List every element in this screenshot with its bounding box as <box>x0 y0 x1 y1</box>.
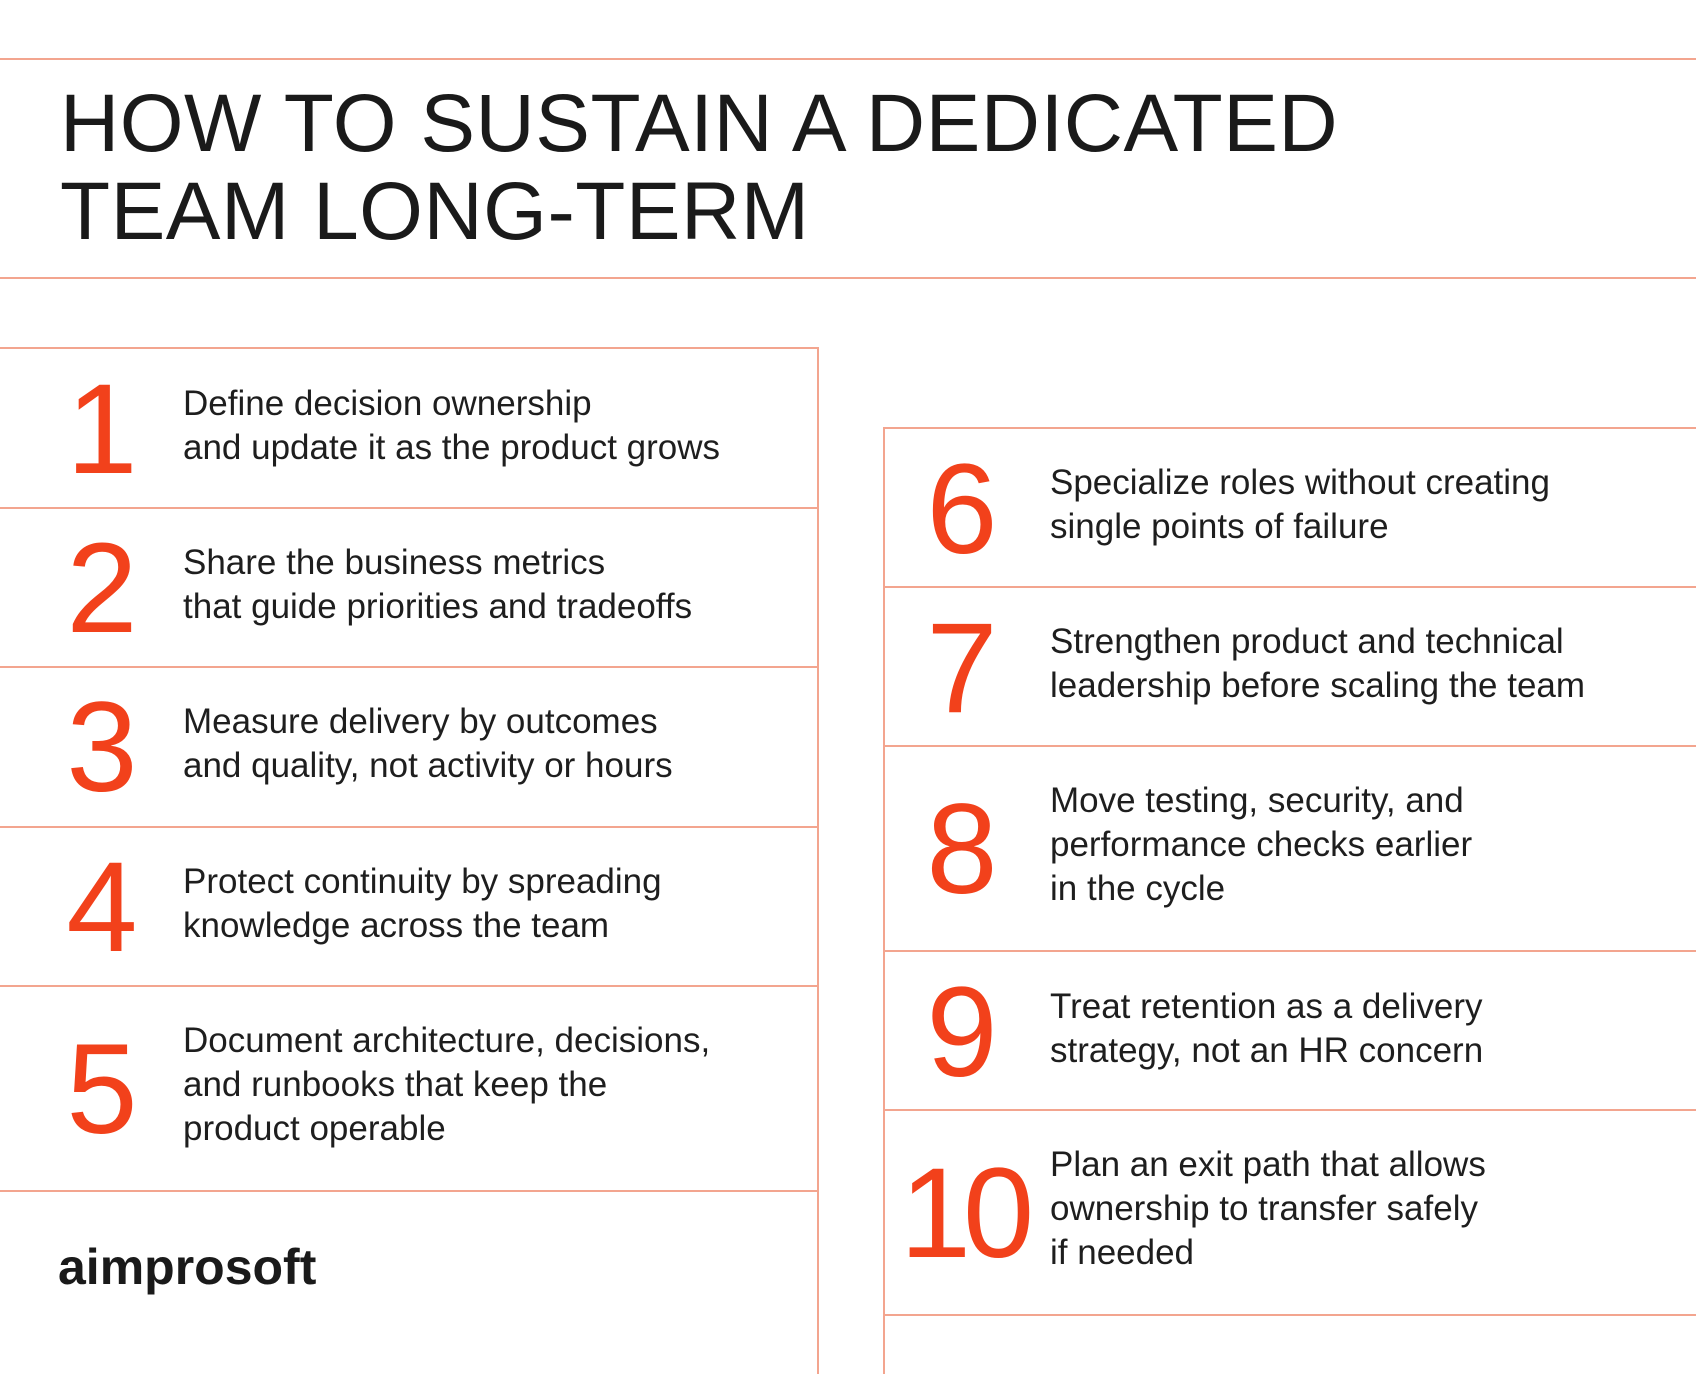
header-bottom-divider <box>0 277 1696 279</box>
left-column-divider <box>0 666 818 668</box>
page-title-line-1: HOW TO SUSTAIN A DEDICATED <box>60 78 1339 169</box>
item-number: 10 <box>899 1142 1027 1285</box>
item-text: Document architecture, decisions, and runbooks that keep the product operable <box>183 1021 711 1148</box>
item-number: 2 <box>66 517 138 660</box>
right-column-divider <box>883 586 1696 588</box>
item-number: 7 <box>926 597 998 740</box>
item-number: 9 <box>926 961 998 1104</box>
item-number: 6 <box>926 438 998 581</box>
item-text: Protect continuity by spreading knowledge across the team <box>183 862 662 945</box>
header-top-divider <box>0 58 1696 60</box>
left-column-border <box>817 347 819 1374</box>
right-column-divider <box>883 745 1696 747</box>
page-title <box>60 80 1338 256</box>
item-text: Measure delivery by outcomes and quality, not activity or hours <box>183 702 673 785</box>
left-column-divider <box>0 1190 818 1192</box>
right-column-divider <box>883 950 1696 952</box>
aimprosoft-logo: aimprosoft <box>58 1239 317 1295</box>
right-column-divider <box>883 1314 1696 1316</box>
right-column-border <box>883 427 885 1374</box>
right-column-divider <box>883 1109 1696 1111</box>
item-number: 5 <box>66 1018 138 1161</box>
item-text: Define decision ownership and update it as the product grows <box>183 384 721 467</box>
item-text: Strengthen product and technical leadership before scaling the team <box>1050 622 1586 705</box>
item-text: Move testing, security, and performance checks earlier in the cycle <box>1050 781 1473 908</box>
left-column-divider <box>0 507 818 509</box>
right-column-divider <box>883 427 1696 429</box>
left-column-divider <box>0 826 818 828</box>
item-text: Treat retention as a delivery strategy, not an HR concern <box>1050 987 1484 1070</box>
page-title-line-2: TEAM LONG-TERM <box>60 166 810 257</box>
item-text: Specialize roles without creating single points of failure <box>1050 463 1550 546</box>
item-number: 4 <box>66 836 138 979</box>
item-number: 3 <box>66 676 138 819</box>
left-column-divider <box>0 985 818 987</box>
item-number: 1 <box>66 358 138 501</box>
item-number: 8 <box>926 778 998 921</box>
item-text: Share the business metrics that guide priorities and tradeoffs <box>183 543 693 626</box>
left-column-divider <box>0 347 818 349</box>
item-text: Plan an exit path that allows ownership to transfer safely if needed <box>1050 1145 1486 1272</box>
